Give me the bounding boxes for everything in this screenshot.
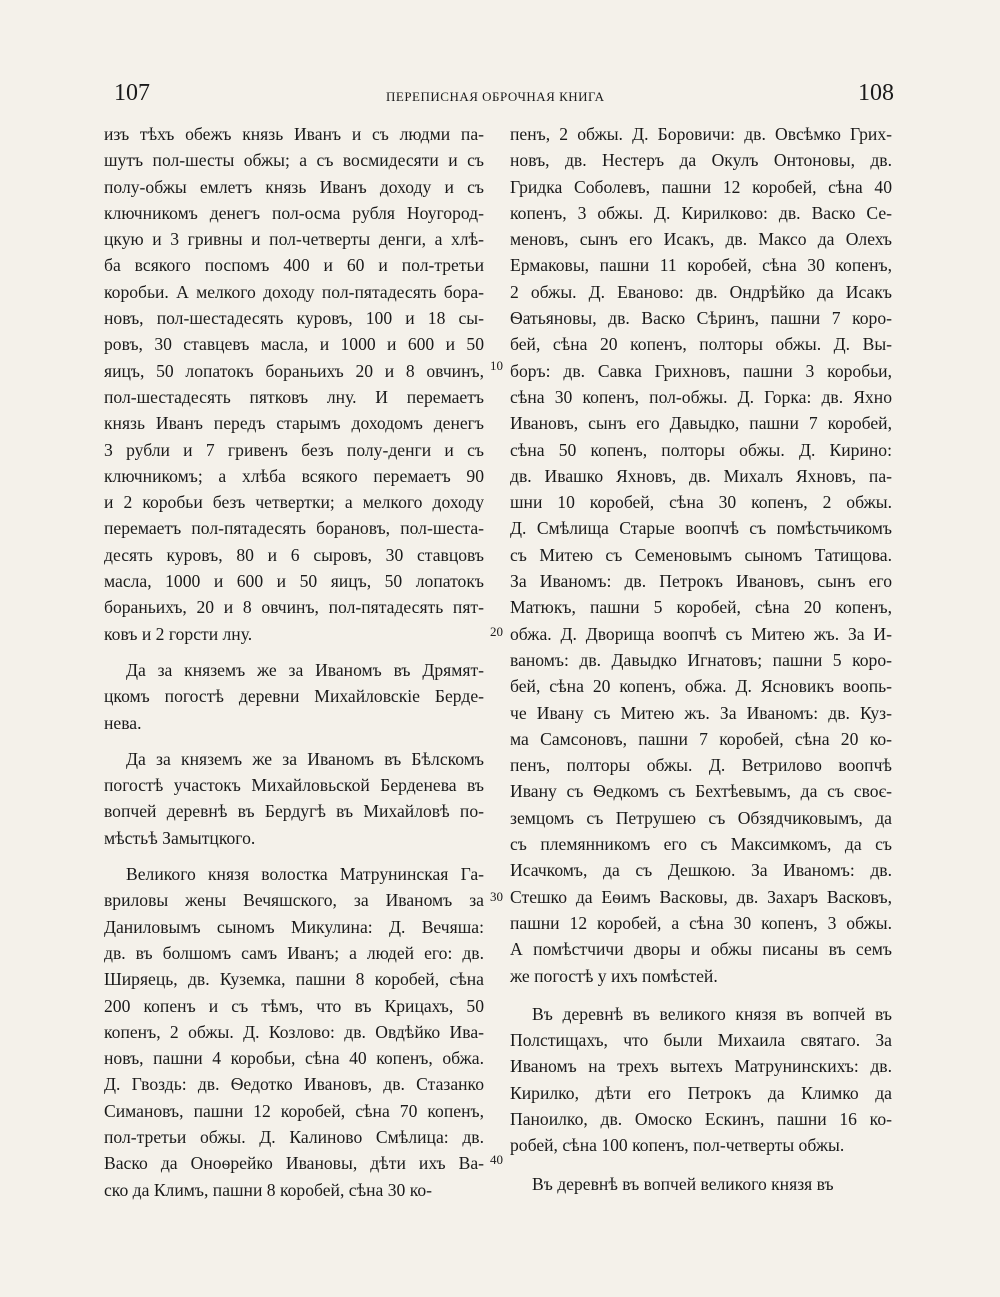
text-line: ключникомъ; а хлѣба всякого перемаетъ 90 bbox=[104, 465, 484, 486]
text-line: коробьи. А мелкого доходу пол-пятадесять бора- bbox=[104, 281, 484, 302]
text-line: За Иваномъ: дв. Петрокъ Ивановъ, сынъ его bbox=[510, 571, 892, 592]
text-line: земцомъ съ Петрушею съ Обзядчиковымъ, да bbox=[510, 807, 892, 828]
text-line: Иваномъ на трехъ вытехъ Матрунинскихъ: дв. bbox=[510, 1056, 892, 1077]
text-line: робей, сѣна 100 копенъ, пол-четверты обжы. bbox=[510, 1135, 845, 1156]
text-line: ма Самсоновъ, пашни 7 коробей, сѣна 20 ко- bbox=[510, 728, 892, 749]
text-line: съ Митею съ Семеновымъ сыномъ Татищова. bbox=[510, 544, 892, 565]
text-line: Въ деревнѣ въ великого князя въ вопчей въ bbox=[532, 1003, 892, 1024]
text-line: пол-третьи обжы. Д. Калиново Смѣлица: дв. bbox=[104, 1126, 484, 1147]
text-line: Ивану съ Ѳедкомъ съ Бехтѣевымъ, да съ своє- bbox=[510, 781, 892, 802]
text-line: Да за княземъ же за Иваномъ въ Бѣлскомъ bbox=[126, 748, 484, 769]
text-line: Д. Гвоздь: дв. Ѳедотко Ивановъ, дв. Стазанко bbox=[104, 1074, 484, 1095]
text-line: нева. bbox=[104, 712, 142, 733]
text-line: боръ: дв. Савка Грихновъ, пашни 3 коробьи, bbox=[510, 360, 892, 381]
text-line: Стешко да Еѳимъ Васковы, дв. Захаръ Васковъ, bbox=[510, 886, 892, 907]
text-line: съ племянникомъ его съ Максимкомъ, да съ bbox=[510, 834, 892, 855]
text-line: 2 обжы. Д. Еваново: дв. Ондрѣйко да Исакъ bbox=[510, 281, 892, 302]
text-line: масла, 1000 и 600 и 50 яицъ, 50 лопатокъ bbox=[104, 571, 484, 592]
text-line: шни 10 коробей, сѣна 30 копенъ, 2 обжы. bbox=[510, 492, 892, 513]
text-line: Въ деревнѣ въ вопчей великого князя въ bbox=[532, 1173, 834, 1194]
text-line: новъ, дв. Нестеръ да Окулъ Онтоновы, дв. bbox=[510, 150, 892, 171]
text-line: пенъ, 2 обжы. Д. Боровичи: дв. Овсѣмко Грих- bbox=[510, 124, 892, 144]
paragraph bbox=[104, 746, 484, 851]
text-line: яицъ, 50 лопатокъ бораньихъ 20 и 8 овчинъ, bbox=[104, 360, 484, 381]
text-line: сѣна 30 копенъ, пол-обжы. Д. Горка: дв. Яхно bbox=[510, 386, 892, 407]
line-number: 30 bbox=[490, 889, 503, 904]
paragraph bbox=[104, 121, 484, 647]
paragraph bbox=[104, 657, 484, 736]
text-line: Симановъ, пашни 12 коробей, сѣна 70 копенъ, bbox=[104, 1100, 484, 1121]
text-line: Даниловымъ сыномъ Микулина: Д. Вечяша: bbox=[104, 916, 484, 937]
left-column bbox=[104, 121, 484, 1203]
text-line: полу-обжы емлетъ князь Иванъ доходу и съ bbox=[104, 176, 484, 197]
running-title: ПЕРЕПИСНАЯ ОБРОЧНАЯ КНИГА bbox=[386, 89, 605, 104]
paragraph bbox=[510, 121, 892, 989]
text-line: ковъ и 2 горсти лну. bbox=[104, 623, 253, 644]
text-line: вопчей деревнѣ въ Бердугѣ въ Михайловѣ по- bbox=[104, 801, 484, 822]
text-line: новъ, пашни 4 коробьи, сѣна 40 копенъ, обжа. bbox=[104, 1048, 484, 1069]
text-line: пол-шестадесять пятковъ лну. И перемаетъ bbox=[104, 386, 484, 407]
text-line: копенъ, 2 обжы. Д. Козлово: дв. Овдѣйко Ива- bbox=[104, 1021, 484, 1042]
text-line: Гридка Соболевъ, пашни 12 коробей, сѣна 40 bbox=[510, 176, 892, 197]
text-line: и 2 коробьи безъ четвертки; а мелкого доходу bbox=[104, 492, 484, 513]
text-line: А помѣстчичи дворы и обжы писаны въ семъ bbox=[510, 939, 892, 960]
text-line: цкую и 3 гривны и пол-четверты денги, а хлѣ- bbox=[104, 229, 484, 250]
paragraph bbox=[104, 861, 484, 1203]
paragraph bbox=[510, 1171, 892, 1197]
text-line: Паноилко, дв. Омоско Ескинъ, пашни 16 ко- bbox=[510, 1108, 892, 1129]
line-number: 20 bbox=[490, 624, 503, 639]
text-line: Да за княземъ же за Иваномъ въ Дрямят- bbox=[126, 659, 484, 680]
text-line: Великого князя волостка Матрунинская Га- bbox=[126, 864, 484, 885]
text-line: пашни 12 коробей, а сѣна 30 копенъ, 3 обжы. bbox=[510, 912, 892, 933]
text-line: князь Иванъ передъ старымъ доходомъ денегъ bbox=[104, 413, 484, 434]
line-number: 40 bbox=[490, 1152, 503, 1167]
right-column bbox=[510, 121, 892, 1197]
text-line: Ширяець, дв. Куземка, пашни 8 коробей, сѣна bbox=[104, 969, 484, 990]
text-line: Васко да Оноѳрейко Ивановы, дѣти ихъ Ва- bbox=[104, 1153, 484, 1174]
text-line: шутъ пол-шесты обжы; а съ восмидесяти и съ bbox=[104, 150, 484, 171]
text-line: новъ, пол-шестадесять куровъ, 100 и 18 сы- bbox=[104, 308, 484, 329]
text-line: сѣна 50 копенъ, полторы обжы. Д. Кирино: bbox=[510, 439, 892, 460]
text-line: 200 копенъ и съ тѣмъ, что въ Крицахъ, 50 bbox=[104, 995, 484, 1016]
text-line: дв. въ болшомъ самъ Иванъ; а людей его: дв. bbox=[104, 942, 484, 963]
text-line: ваномъ: дв. Давыдко Игнатовъ; пашни 5 коро- bbox=[510, 649, 892, 670]
text-line: цкомъ погостѣ деревни Михайловскіе Берде- bbox=[104, 686, 484, 707]
text-line: изъ тѣхъ обежъ князь Иванъ и съ людми па- bbox=[104, 124, 484, 144]
text-line: копенъ, 3 обжы. Д. Кирилково: дв. Васко Се- bbox=[510, 202, 892, 223]
text-line: бораньихъ, 20 и 8 овчинъ, пол-пятадесять пят- bbox=[104, 597, 484, 618]
text-line: перемаетъ пол-пятадесять борановъ, пол-шеста- bbox=[104, 518, 484, 539]
text-line: Кирилко, дѣти его Петрокъ да Климко да bbox=[510, 1082, 892, 1103]
text-line: погостѣ участокъ Михайловьской Берденева въ bbox=[104, 775, 484, 796]
text-line: Д. Смѣлища Старые воопчѣ съ помѣстьчикомъ bbox=[510, 518, 892, 539]
text-line: обжа. Д. Дворища воопчѣ съ Митею жъ. За И- bbox=[510, 623, 892, 644]
text-line: пенъ, полторы обжы. Д. Ветрилово воопчѣ bbox=[510, 755, 892, 776]
text-line: ба всякого поспомъ 400 и 60 и пол-третьи bbox=[104, 255, 484, 276]
text-line: Исачкомъ, да съ Дешкою. За Иваномъ: дв. bbox=[510, 860, 892, 881]
text-line: че Ивану съ Митею жъ. За Иваномъ: дв. Куз- bbox=[510, 702, 892, 723]
page-number-right: 108 bbox=[858, 80, 894, 106]
text-line: Ермаковы, пашни 11 коробей, сѣна 30 копенъ, bbox=[510, 255, 892, 276]
text-line: меновъ, сынъ его Исакъ, дв. Максо да Олехъ bbox=[510, 229, 892, 250]
text-line: же погостѣ у ихъ помѣстей. bbox=[510, 965, 718, 986]
text-line: ровъ, 30 ставцевъ масла, и 1000 и 600 и 50 bbox=[104, 334, 484, 355]
text-line: ключникомъ денегъ пол-осма рубля Ноугород- bbox=[104, 202, 484, 223]
text-line: мѣстьѣ Замытцкого. bbox=[104, 827, 256, 848]
paragraph bbox=[510, 1001, 892, 1159]
text-line: дв. Ивашко Яхновъ, дв. Михалъ Яхновъ, па- bbox=[510, 465, 892, 486]
text-line: Ивановъ, сынъ его Давыдко, пашни 7 коробей, bbox=[510, 413, 892, 434]
page-number-left: 107 bbox=[114, 80, 150, 106]
text-line: бей, сѣна 20 копенъ, полторы обжы. Д. Вы- bbox=[510, 334, 892, 355]
text-line: Матюкъ, пашни 5 коробей, сѣна 20 копенъ, bbox=[510, 597, 892, 618]
text-line: Ѳатьяновы, дв. Васко Сѣринъ, пашни 7 коро- bbox=[510, 308, 892, 329]
text-line: Полстищахъ, что были Михаила святаго. За bbox=[510, 1030, 892, 1051]
text-line: десять куровъ, 80 и 6 сыровъ, 30 ставцовъ bbox=[104, 544, 484, 565]
text-line: 3 рубли и 7 гривенъ безъ полу-денги и съ bbox=[104, 439, 484, 460]
line-number: 10 bbox=[490, 358, 503, 373]
text-line: вриловы жены Вечяшского, за Иваномъ за bbox=[104, 890, 484, 911]
text-line: ско да Климъ, пашни 8 коробей, сѣна 30 ко- bbox=[104, 1179, 433, 1200]
text-line: бей, сѣна 20 копенъ, обжа. Д. Ясновикъ воопь- bbox=[510, 676, 892, 697]
